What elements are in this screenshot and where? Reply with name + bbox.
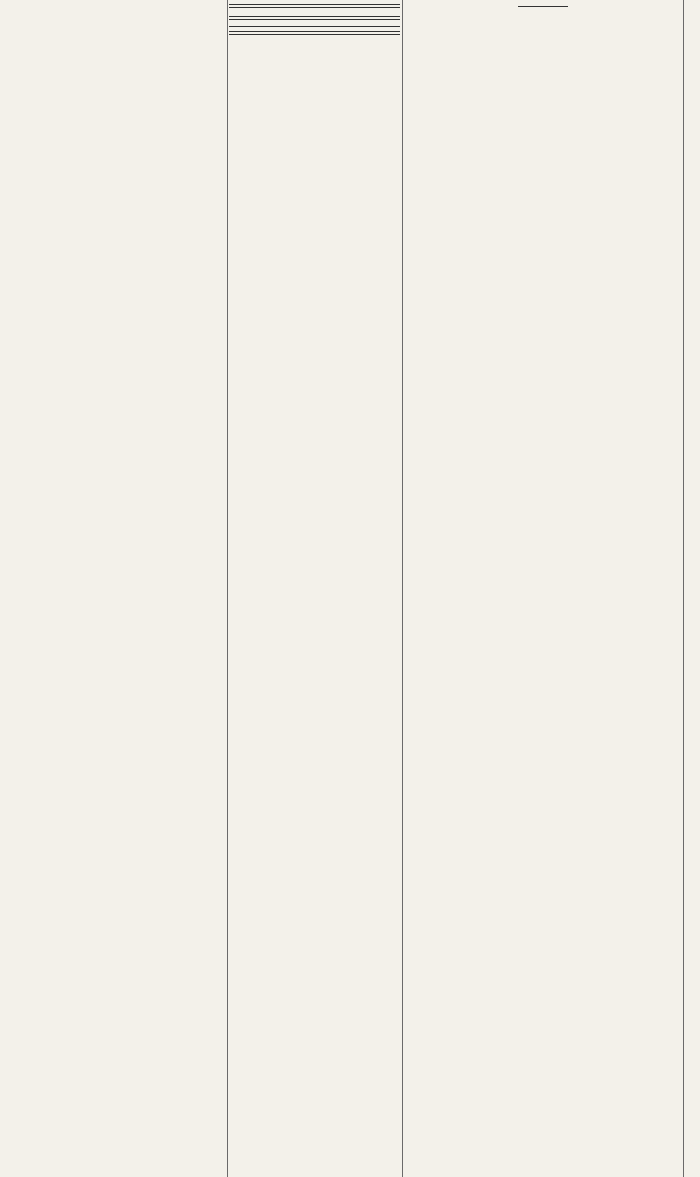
divider: [229, 31, 400, 35]
divider: [229, 26, 400, 27]
column-2: [229, 0, 400, 1177]
column-4-cut: [684, 0, 700, 1177]
column-3: [404, 0, 682, 1177]
divider: [518, 6, 568, 7]
divider: [229, 4, 400, 8]
column-rule: [402, 0, 403, 1177]
column-1: [4, 0, 226, 1177]
divider: [229, 16, 400, 20]
column-rule: [227, 0, 228, 1177]
